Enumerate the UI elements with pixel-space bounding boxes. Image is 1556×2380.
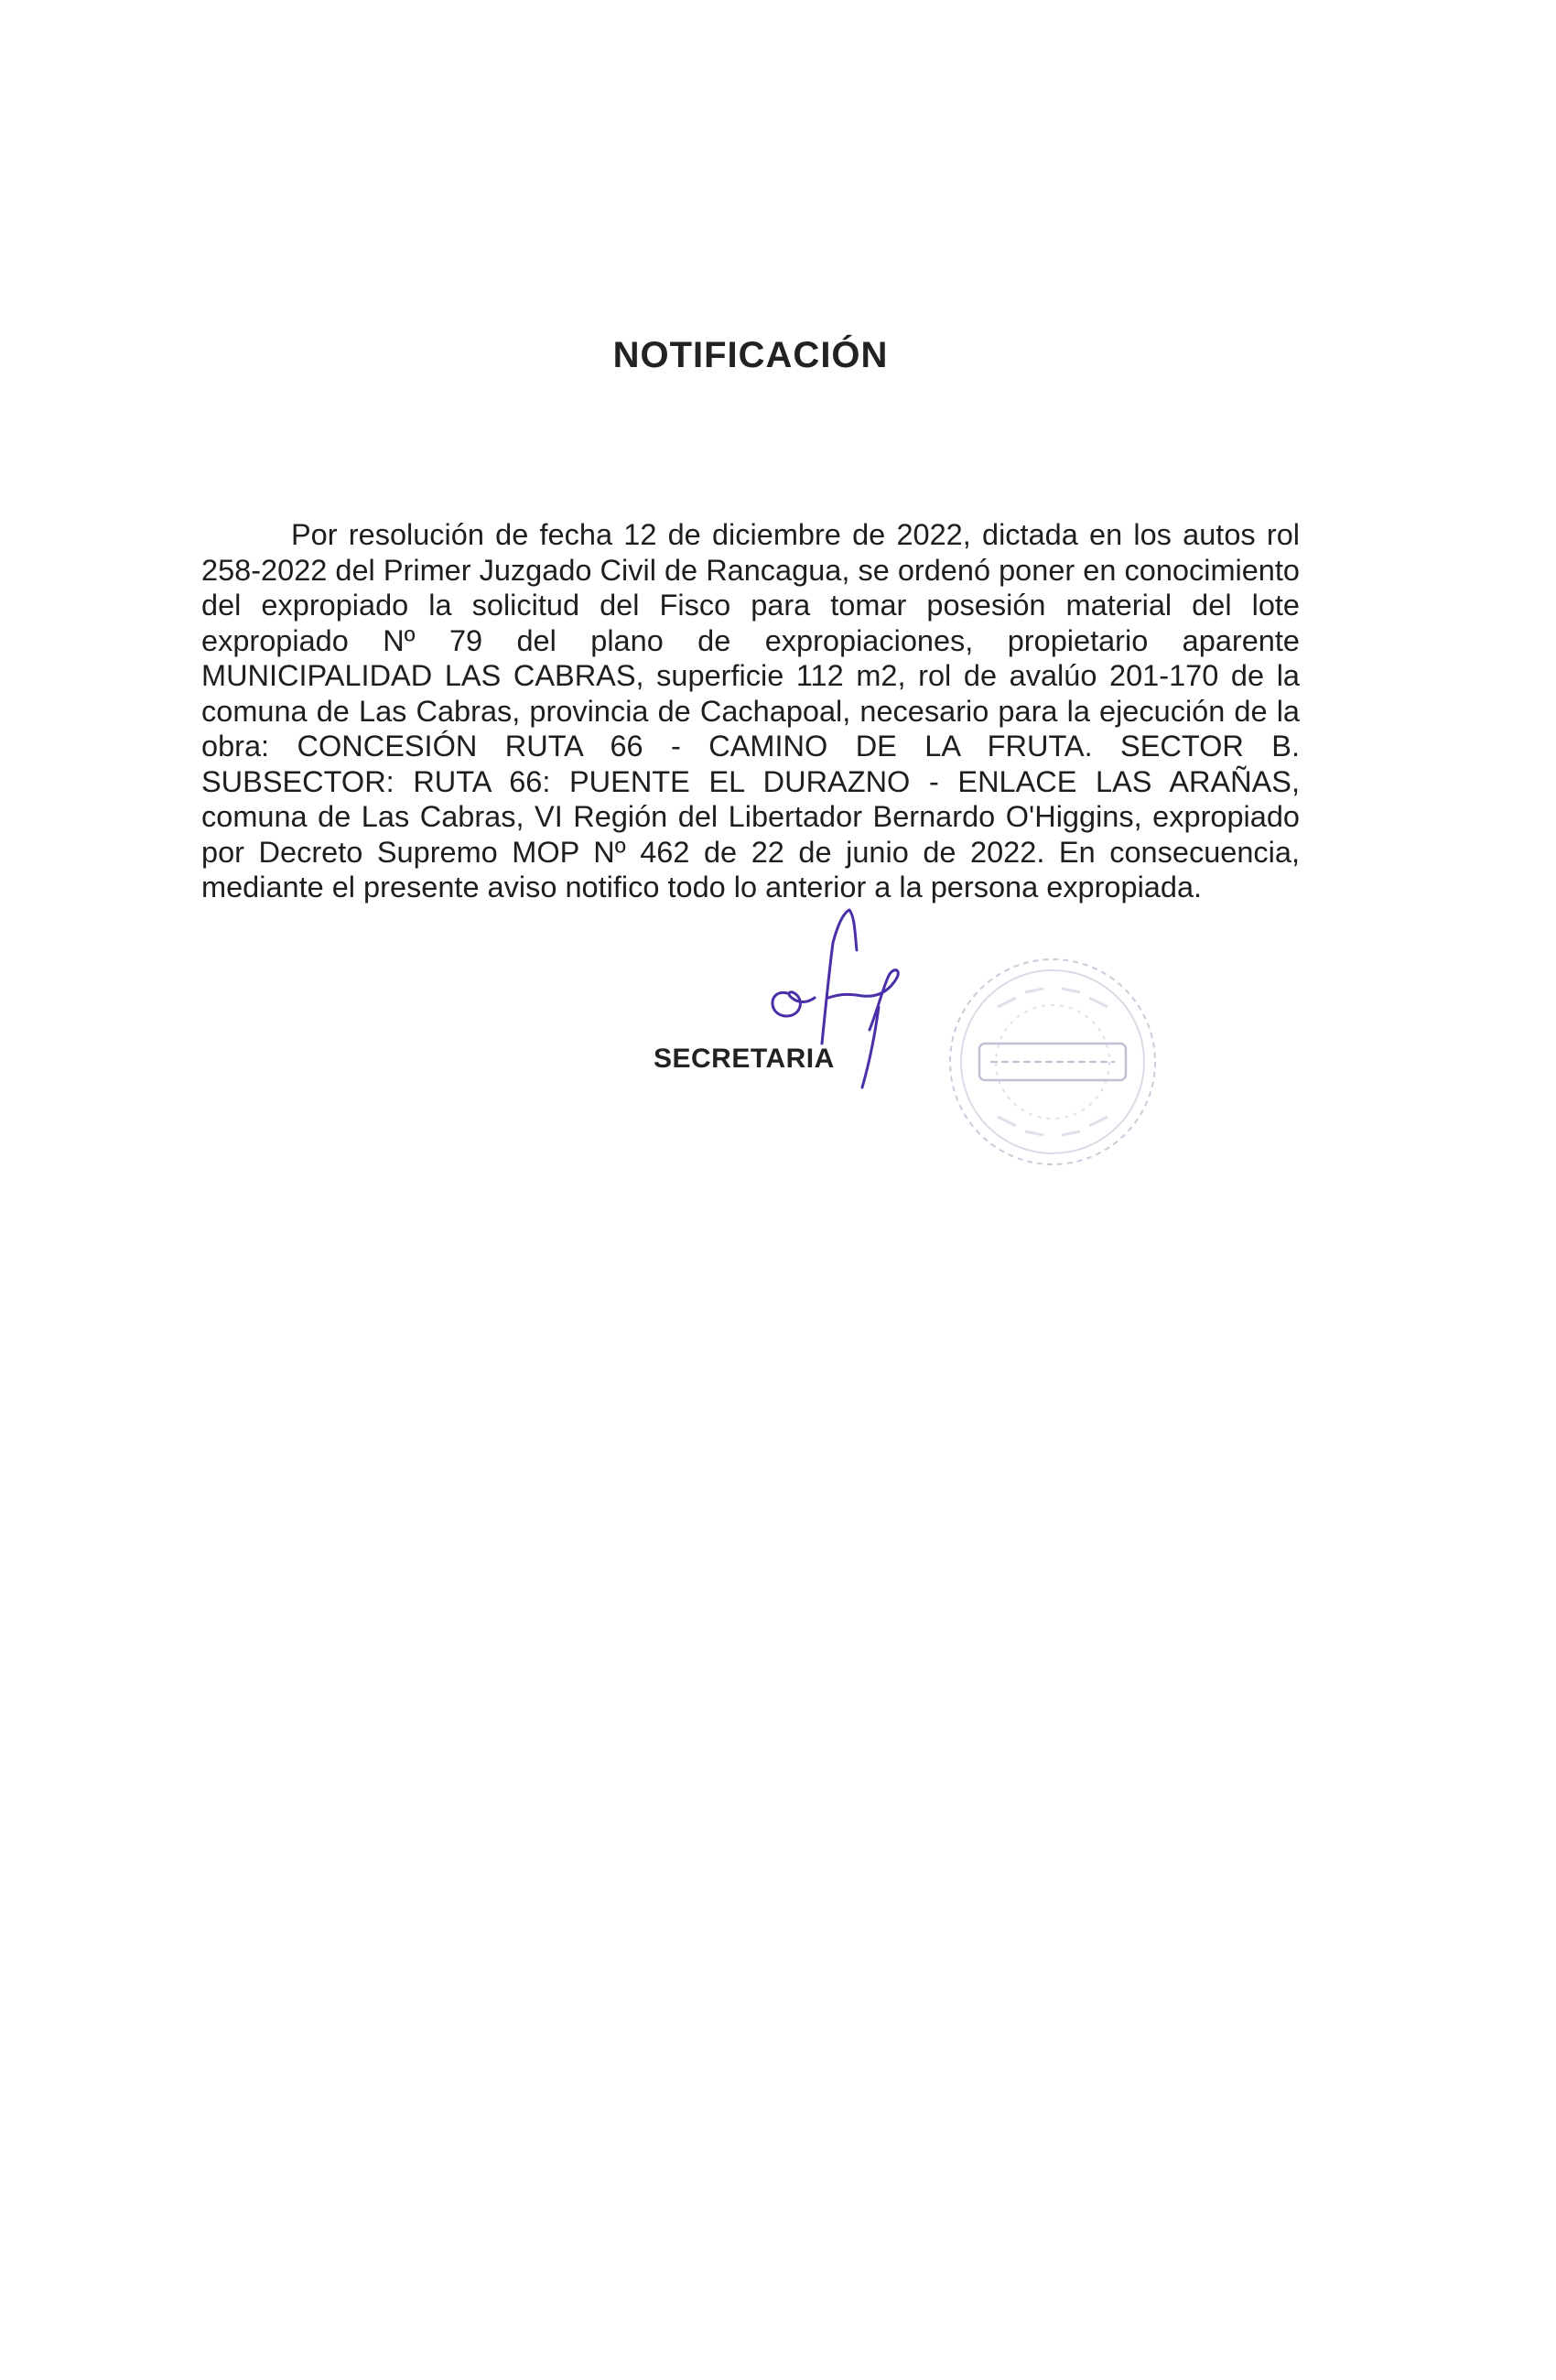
document-title: NOTIFICACIÓN (612, 335, 889, 375)
signer-label: SECRETARIA (654, 1044, 835, 1074)
court-seal-icon (943, 952, 1162, 1172)
notification-body: Por resolución de fecha 12 de diciembre de 2022, dictada en los autos rol 258-2022 del Primer Juzgado Civil de Rancagua, se ordenó poner en conocimiento del expropiado la solicitud del Fisco para tomar posesión material del lote expropiado Nº 79 del plano de expropiaciones, propietario aparente MUNICIPALIDAD LAS CABRAS, superficie 112 m2, rol de avalúo 201-170 de la comuna de Las Cabras, provincia de Cachapoal, necesario para la ejecución de la obra: CONCESIÓN RUTA 66 - CAMINO DE LA FRUTA. SECTOR B. SUBSECTOR: RUTA 66: PUENTE EL DURAZNO - ENLACE LAS ARAÑAS, comuna de Las Cabras, VI Región del Libertador Bernardo O'Higgins, expropiado por Decreto Supremo MOP Nº 462 de 22 de junio de 2022. En consecuencia, mediante el presente aviso notifico todo lo anterior a la persona expropiada. (201, 518, 1300, 903)
